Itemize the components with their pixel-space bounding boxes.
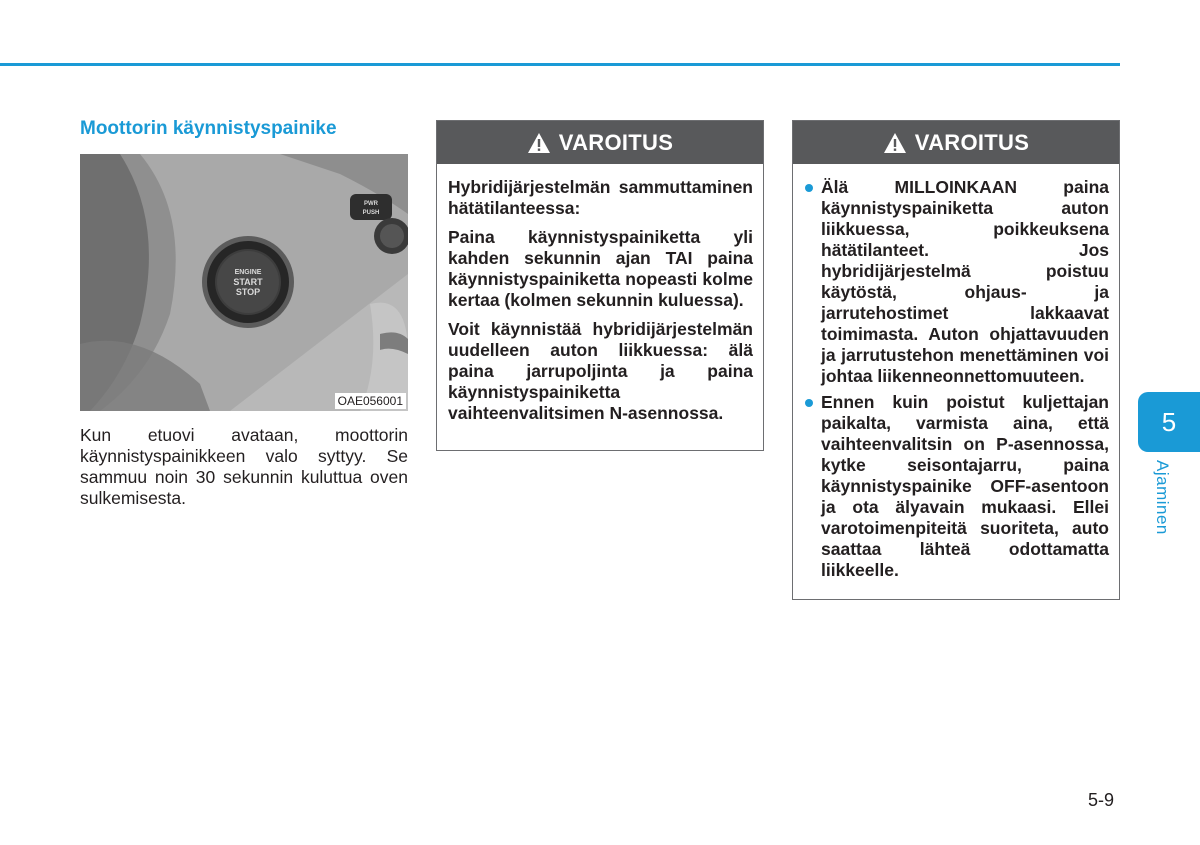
body-text: Kun etuovi avataan, moottorin käynnistyspainikkeen valo syttyy. Se sammuu noin 30 sekunnin kuluttua oven sulkemisesta. <box>80 425 408 508</box>
warning-header-1 <box>437 121 763 164</box>
warning2-list <box>804 177 1109 581</box>
warning-body-1 <box>437 164 763 424</box>
warning-triangle-icon <box>527 132 551 154</box>
bullet-icon <box>805 399 813 407</box>
warning-header-2 <box>793 121 1119 164</box>
warning-body-2 <box>793 164 1119 581</box>
warning2-bullet <box>804 392 1109 581</box>
chapter-tab <box>1138 392 1200 452</box>
warning2-bullet <box>804 177 1109 387</box>
bullet-icon <box>805 184 813 192</box>
start-label: START <box>233 277 263 287</box>
warning1-paragraph: Voit käynnistää hybridijärjestelmän uudelleen auton liikkuessa: älä paina jarrupoljinta ja paina käynnistyspainiketta vaihteenvalitsimen N-asennossa. <box>448 319 753 423</box>
warning2-bullet-text: Ennen kuin poistut kuljettajan paikalta, varmista aina, että vaihteenvalitsin on P-asennossa, kytke seisontajarru, paina käynnistyspainike OFF-asentoon ja ota älyavain mukaasi. Ellei varotoimenpiteitä suoriteta, auto saattaa lähteä odottamatta liikkeelle. <box>821 392 1109 580</box>
warning-box-2 <box>792 120 1120 600</box>
section-title: Moottorin käynnistyspainike <box>80 118 337 139</box>
engine-button-figure <box>80 154 408 411</box>
header-rule <box>0 63 1120 66</box>
warning2-bullet-text: Älä MILLOINKAAN paina käynnistyspainiketta auton liikkuessa, poikkeuksena hätätilanteet. Jos hybridijärjestelmä poistuu käytöstä, ohjaus- ja jarrutehostimet lakkaavat toimimasta. Auton ohjattavuuden ja jarrutustehon menettäminen voi johtaa liikenneonnettomuuteen. <box>821 177 1109 386</box>
engine-button-illustration <box>80 154 408 411</box>
stop-label: STOP <box>235 287 261 297</box>
warning-title-2: VAROITUS <box>914 129 1030 155</box>
chapter-label: Ajaminen <box>1153 460 1172 535</box>
warning-triangle-icon <box>883 132 907 154</box>
engine-label: ENGINE <box>234 269 262 276</box>
warning1-paragraph: Paina käynnistyspainiketta yli kahden sekunnin ajan TAI paina käynnistyspainiketta nopeasti kolme kertaa (kolmen sekunnin kuluessa). <box>448 227 753 310</box>
warning1-paragraph: Hybridijärjestelmän sammuttaminen hätätilanteessa: <box>448 177 753 218</box>
chapter-number: 5 <box>1161 406 1177 437</box>
warning-title-1: VAROITUS <box>558 129 674 155</box>
page-number: 5-9 <box>1088 790 1115 810</box>
figure-code: OAE056001 <box>335 393 406 409</box>
push-label: PUSH <box>362 210 380 216</box>
warning-box-1 <box>436 120 764 451</box>
pwr-label: PWR <box>364 201 378 207</box>
